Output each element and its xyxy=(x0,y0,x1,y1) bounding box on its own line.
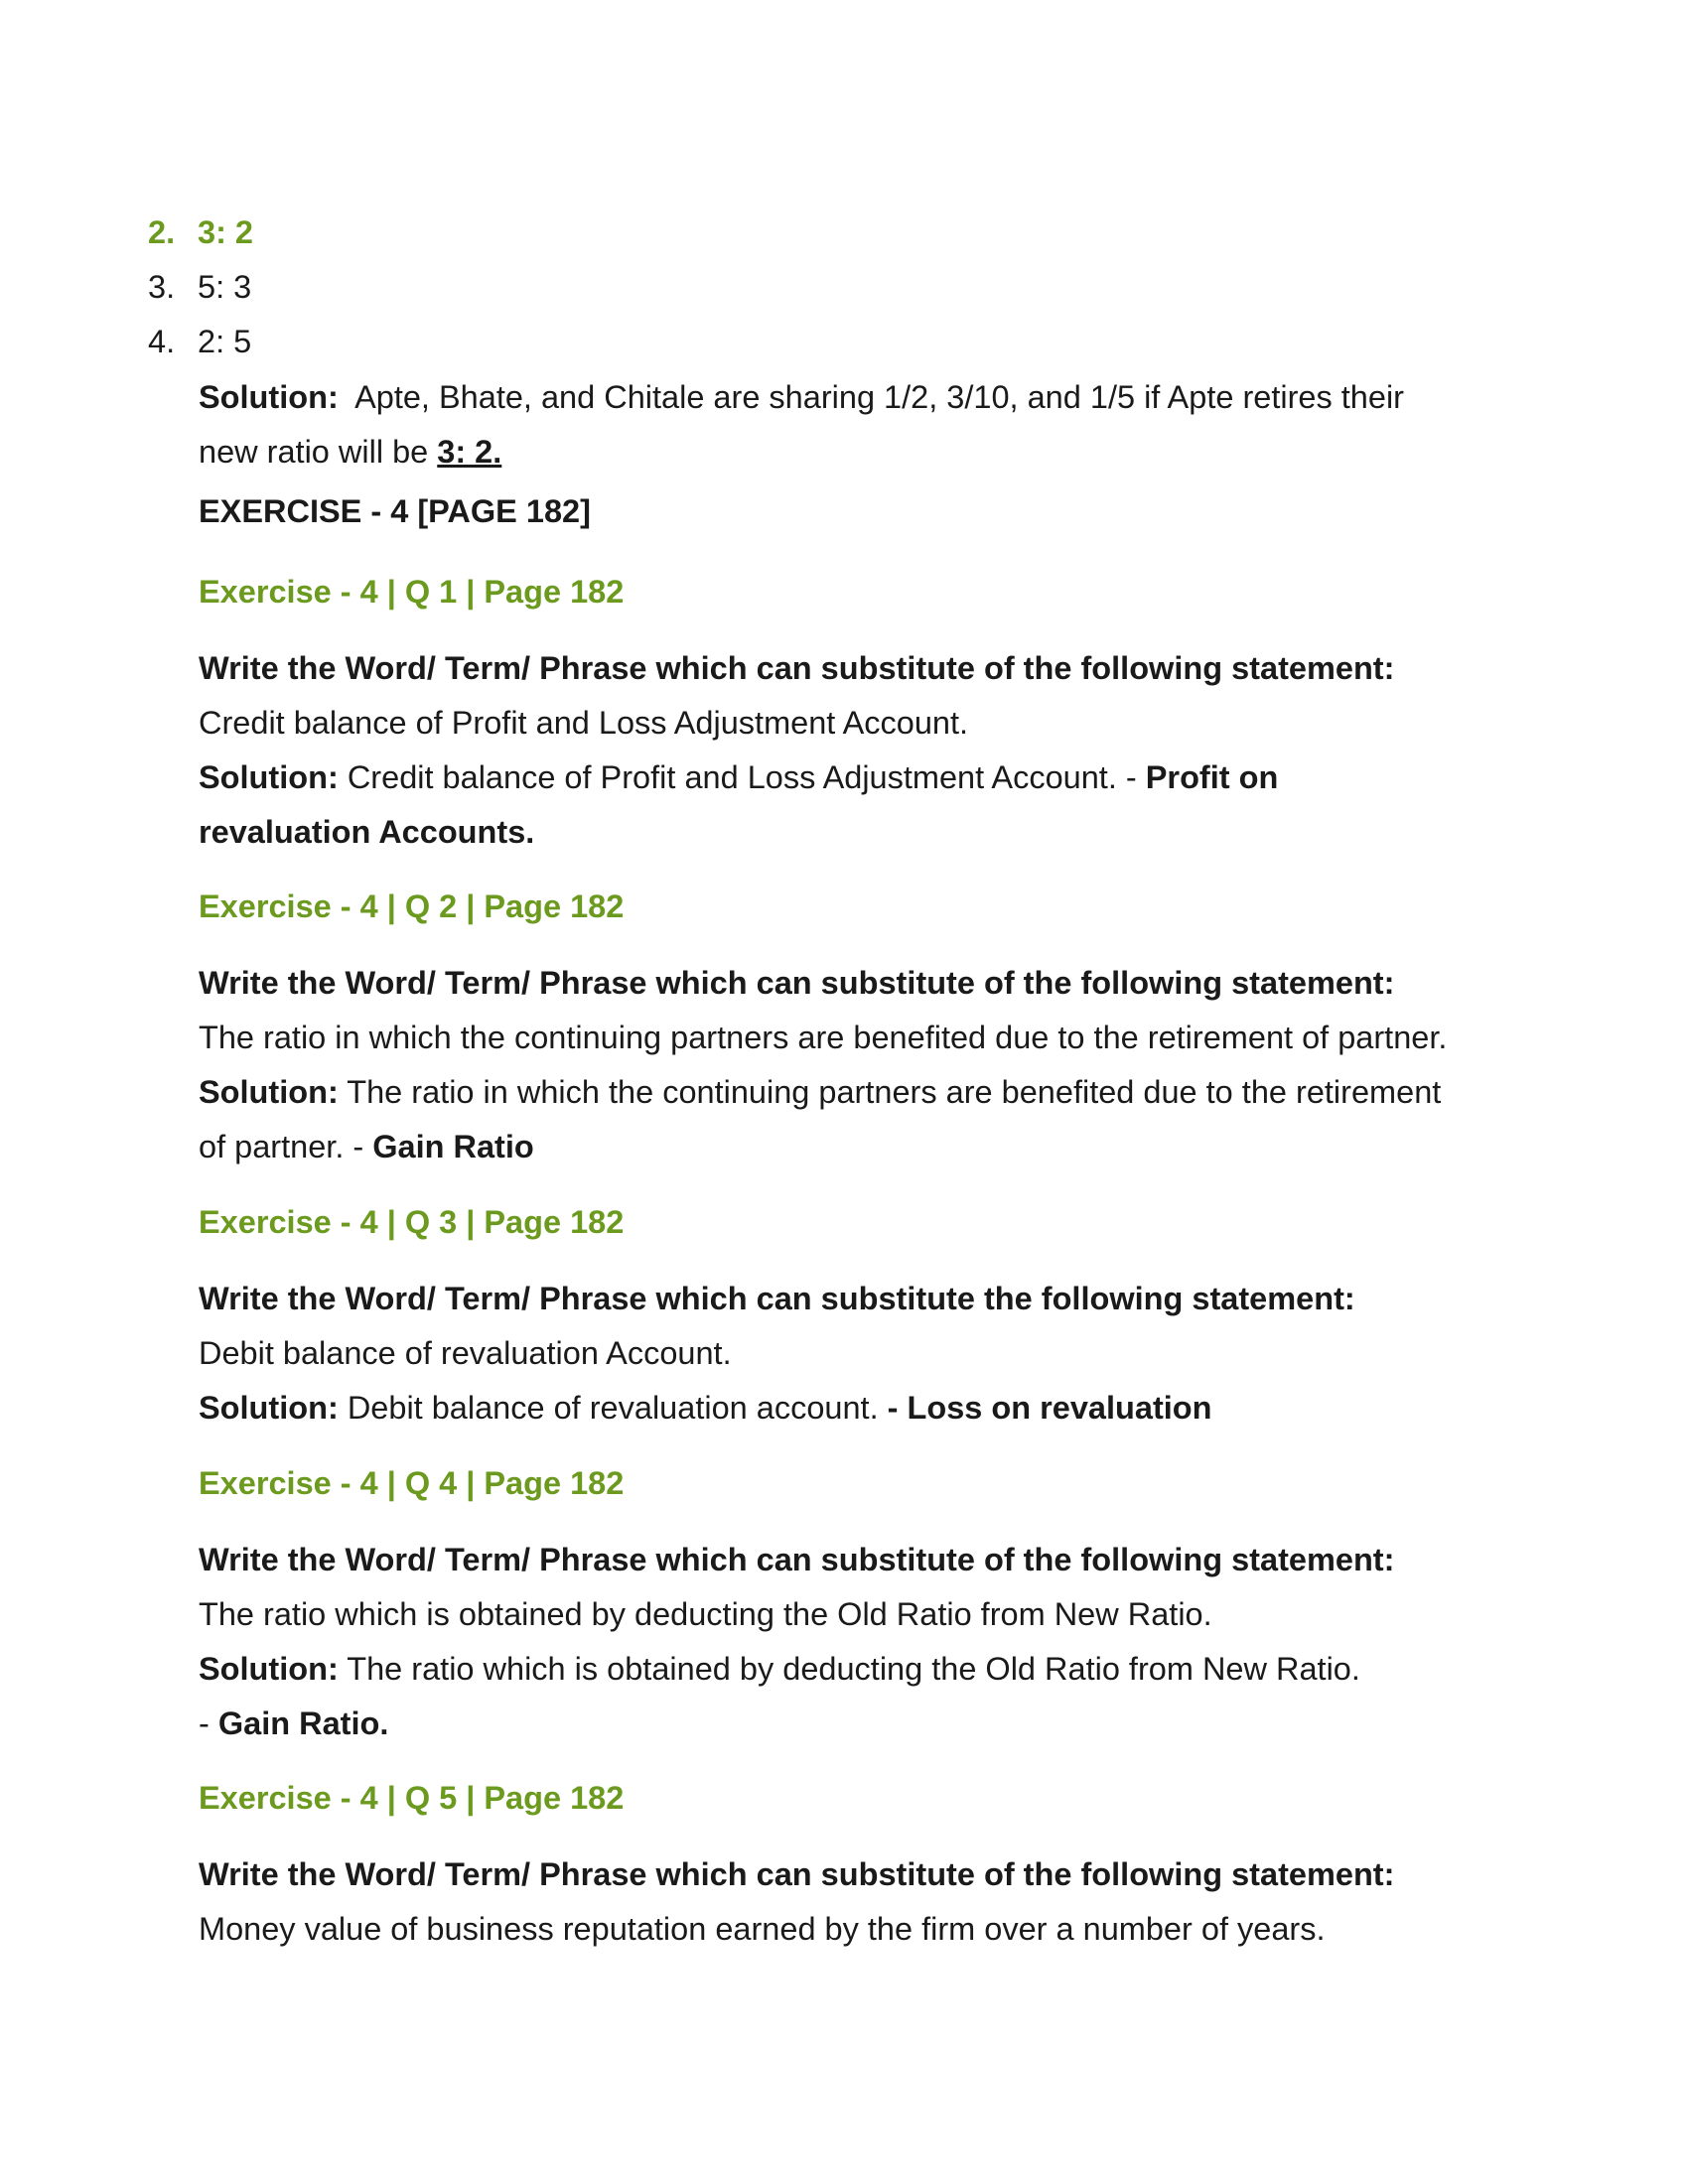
solution-text: The ratio which is obtained by deducting the Old Ratio from New Ratio. xyxy=(347,1651,1360,1687)
question-solution xyxy=(199,1067,1441,1117)
option-number: 2. xyxy=(148,214,176,250)
question-solution-continued xyxy=(199,1122,534,1171)
solution-answer-continued: revaluation Accounts. xyxy=(199,814,535,850)
question-statement: Credit balance of Profit and Loss Adjustment Account. xyxy=(199,705,969,741)
question-solution xyxy=(199,752,1278,802)
question-header: Exercise - 4 | Q 4 | Page 182 xyxy=(199,1465,625,1501)
question-header: Exercise - 4 | Q 2 | Page 182 xyxy=(199,888,625,924)
question-header: Exercise - 4 | Q 1 | Page 182 xyxy=(199,574,625,610)
question-prompt: Write the Word/ Term/ Phrase which can substitute the following statement: xyxy=(199,1281,1355,1316)
solution-text: new ratio will be xyxy=(199,434,429,470)
question-statement: The ratio which is obtained by deducting the Old Ratio from New Ratio. xyxy=(199,1596,1212,1632)
question-statement: Debit balance of revaluation Account. xyxy=(199,1335,732,1371)
solution-text: Credit balance of Profit and Loss Adjustment Account. - xyxy=(347,759,1137,795)
intro-solution-line-1 xyxy=(199,372,1404,422)
question-header: Exercise - 4 | Q 5 | Page 182 xyxy=(199,1780,625,1816)
solution-label: Solution: xyxy=(199,1651,339,1687)
option-number: 3. xyxy=(148,269,176,305)
solution-dash: - xyxy=(199,1706,210,1741)
solution-answer: - Loss on revaluation xyxy=(887,1390,1212,1426)
solution-label: Solution: xyxy=(199,379,339,415)
solution-text: Debit balance of revaluation account. xyxy=(347,1390,879,1426)
question-solution xyxy=(199,1383,1212,1433)
option-text: 5: 3 xyxy=(198,269,252,305)
intro-solution-line-2 xyxy=(199,427,501,477)
question-solution xyxy=(199,1644,1360,1694)
question-header: Exercise - 4 | Q 3 | Page 182 xyxy=(199,1204,625,1240)
option-text: 2: 5 xyxy=(198,324,252,359)
option xyxy=(148,317,251,366)
section-title: EXERCISE - 4 [PAGE 182] xyxy=(199,493,591,529)
option-text: 3: 2 xyxy=(198,214,254,250)
question-prompt: Write the Word/ Term/ Phrase which can substitute of the following statement: xyxy=(199,1856,1395,1892)
solution-text: The ratio in which the continuing partners are benefited due to the retirement xyxy=(347,1074,1442,1110)
question-statement: Money value of business reputation earned by the firm over a number of years. xyxy=(199,1911,1326,1947)
solution-text: of partner. - xyxy=(199,1129,364,1164)
solution-answer: Profit on xyxy=(1145,759,1279,795)
option-correct xyxy=(148,207,253,257)
solution-label: Solution: xyxy=(199,1074,339,1110)
solution-label: Solution: xyxy=(199,1390,339,1426)
question-prompt: Write the Word/ Term/ Phrase which can substitute of the following statement: xyxy=(199,965,1395,1001)
solution-text: Apte, Bhate, and Chitale are sharing 1/2, 3/10, and 1/5 if Apte retires their xyxy=(354,379,1404,415)
question-statement: The ratio in which the continuing partners are benefited due to the retirement of partner. xyxy=(199,1020,1448,1055)
question-solution-continued xyxy=(199,1699,388,1748)
solution-answer: 3: 2. xyxy=(437,434,502,470)
solution-label: Solution: xyxy=(199,759,339,795)
solution-answer: Gain Ratio xyxy=(372,1129,534,1164)
question-prompt: Write the Word/ Term/ Phrase which can substitute of the following statement: xyxy=(199,1542,1395,1577)
question-prompt: Write the Word/ Term/ Phrase which can substitute of the following statement: xyxy=(199,650,1395,686)
solution-answer: Gain Ratio. xyxy=(217,1706,389,1741)
option-number: 4. xyxy=(148,324,176,359)
option xyxy=(148,262,251,312)
